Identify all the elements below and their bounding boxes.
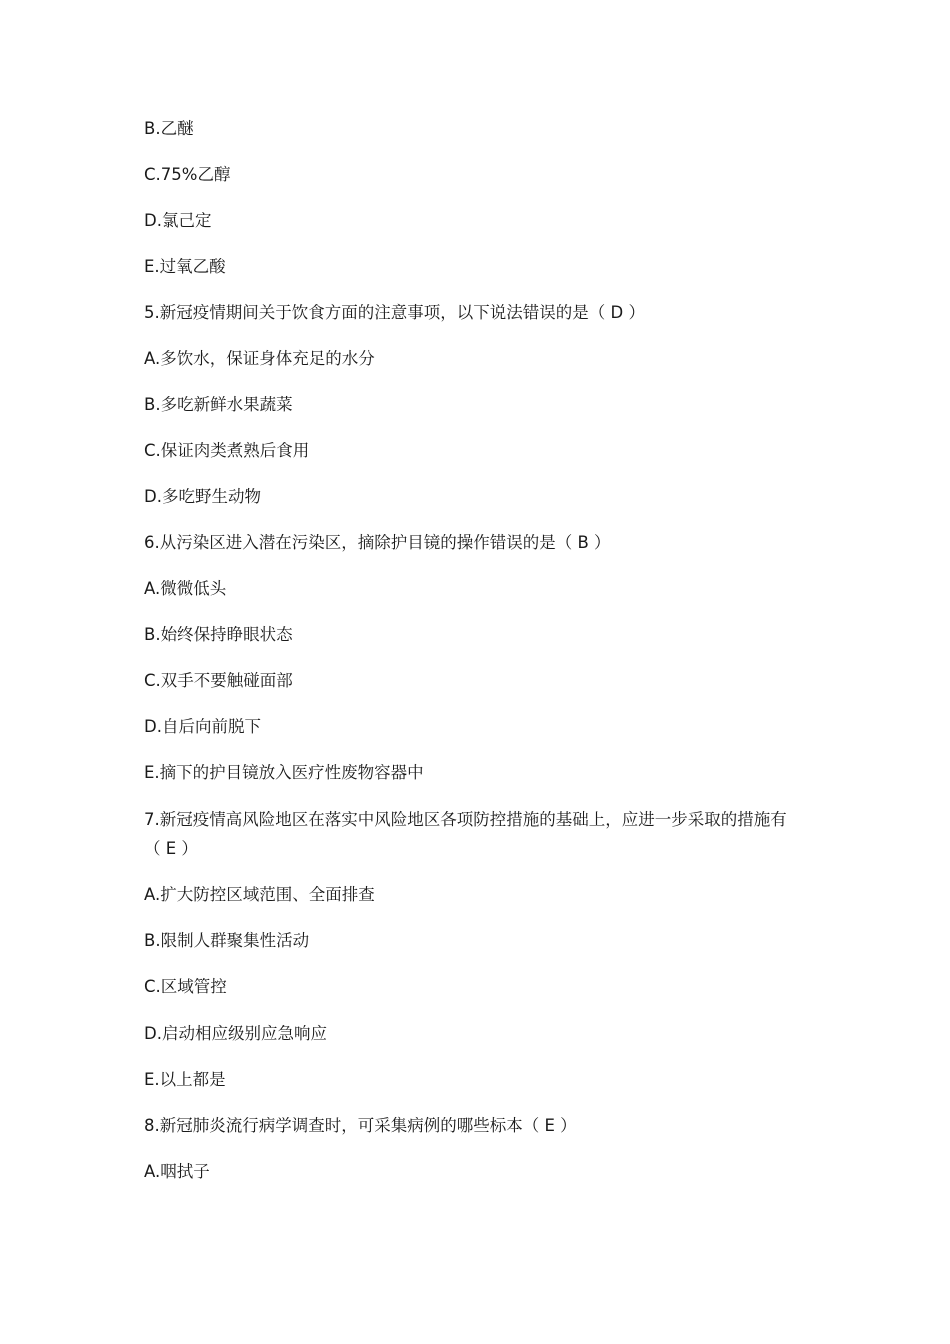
- q7-option-d: D.启动相应级别应急响应: [144, 1024, 327, 1043]
- q8-option-a: A.咽拭子: [144, 1162, 210, 1181]
- q5-option-c: C.保证肉类煮熟后食用: [144, 441, 310, 460]
- option-b-ether: B.乙醚: [144, 119, 194, 138]
- q6-option-d: D.自后向前脱下: [144, 717, 261, 736]
- option-e-peracetic-acid: E.过氧乙酸: [144, 257, 226, 276]
- q6-option-a: A.微微低头: [144, 579, 227, 598]
- question-8: 8.新冠肺炎流行病学调查时，可采集病例的哪些标本（ E ）: [144, 1116, 577, 1135]
- q7-option-e: E.以上都是: [144, 1070, 226, 1089]
- q5-option-a: A.多饮水，保证身体充足的水分: [144, 349, 375, 368]
- q7-option-b: B.限制人群聚集性活动: [144, 931, 310, 950]
- question-6: 6.从污染区进入潜在污染区，摘除护目镜的操作错误的是（ B ）: [144, 533, 611, 552]
- q7-option-a: A.扩大防控区域范围、全面排查: [144, 885, 375, 904]
- question-5: 5.新冠疫情期间关于饮食方面的注意事项，以下说法错误的是（ D ）: [144, 303, 645, 322]
- q6-option-c: C.双手不要触碰面部: [144, 671, 293, 690]
- q5-option-d: D.多吃野生动物: [144, 487, 261, 506]
- option-c-ethanol: C.75%乙醇: [144, 165, 231, 184]
- q6-option-e: E.摘下的护目镜放入医疗性废物容器中: [144, 763, 424, 782]
- q5-option-b: B.多吃新鲜水果蔬菜: [144, 395, 293, 414]
- q7-option-c: C.区域管控: [144, 977, 227, 996]
- question-7: 7.新冠疫情高风险地区在落实中风险地区各项防控措施的基础上，应进一步采取的措施有（ E ）: [144, 810, 787, 858]
- q6-option-b: B.始终保持睁眼状态: [144, 625, 293, 644]
- option-d-chlorhexidine: D.氯己定: [144, 211, 212, 230]
